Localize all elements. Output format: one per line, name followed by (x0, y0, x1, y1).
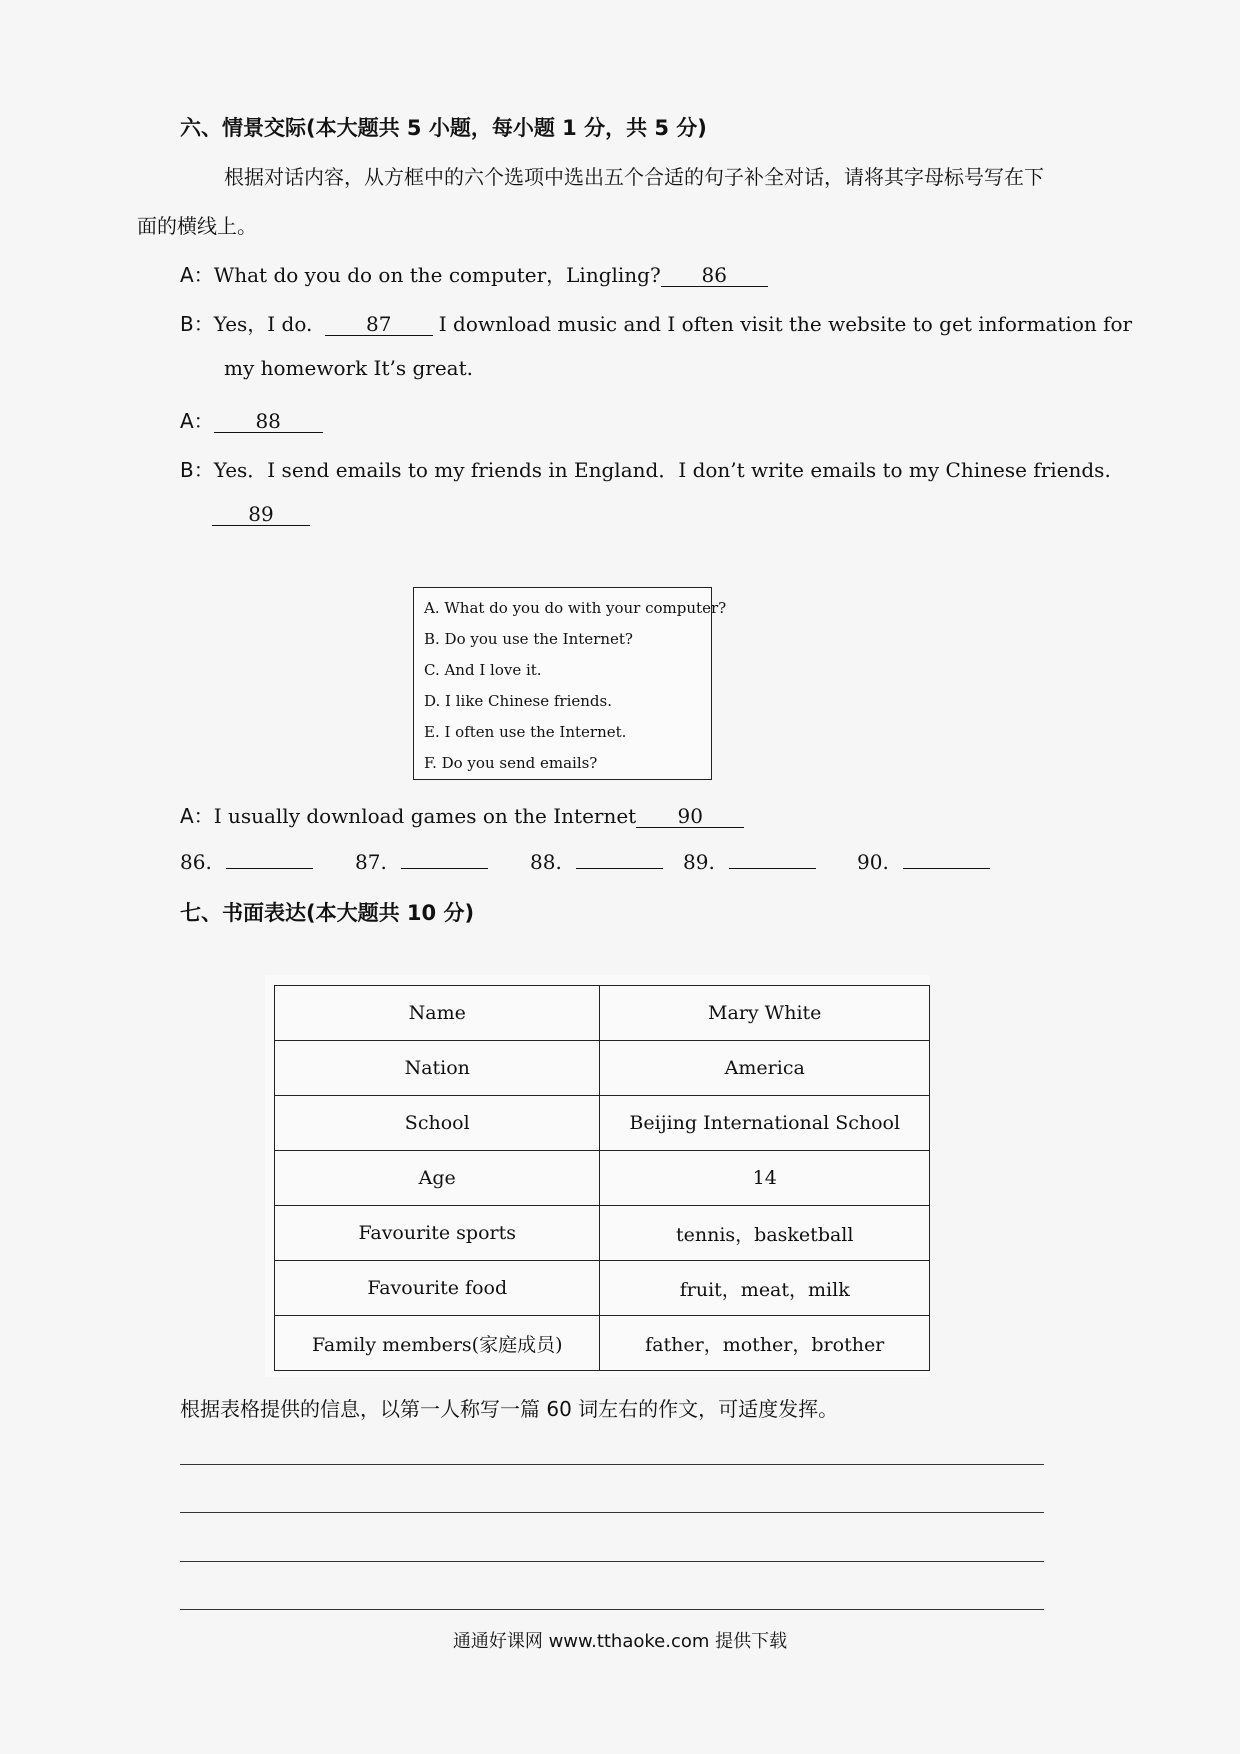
dialogue-line-3 (180, 405, 323, 434)
speaker-label: B： (180, 312, 214, 336)
table-cell-value: 14 (600, 1151, 930, 1206)
table-row (275, 1151, 930, 1206)
table-cell-value: tennis，basketball (600, 1206, 930, 1261)
speaker-label: B： (180, 458, 214, 482)
footer-watermark: 通通好课网 www.tthaoke.com 提供下载 (452, 1631, 788, 1652)
dialogue-line-1 (180, 259, 768, 288)
table-cell-label: Age (275, 1151, 600, 1206)
dialogue-line-2-continuation: my homework It’s great. (224, 356, 473, 380)
section-6-instruction-line1: 根据对话内容，从方框中的六个选项中选出五个合适的句子补全对话，请将其字母标号写在下 (224, 165, 1044, 189)
options-box (413, 587, 727, 780)
speaker-label: A： (180, 263, 214, 287)
answer-item-90 (857, 848, 990, 874)
table-row (275, 1041, 930, 1096)
writing-line-1[interactable] (180, 1464, 1044, 1465)
table-cell-label: Favourite sports (275, 1206, 600, 1261)
dialogue-line-2 (180, 308, 1132, 337)
answer-label: 89. (683, 850, 715, 874)
dialogue-text-post: I download music and I often visit the website to get information for (438, 312, 1133, 336)
dialogue-line-6 (180, 800, 744, 829)
answer-blank-89: 89 (212, 503, 310, 526)
table-cell-label: Favourite food (275, 1261, 600, 1316)
table-cell-value: Mary White (600, 986, 930, 1041)
option-b: B. Do you use the Internet? (424, 630, 633, 648)
dialogue-text: What do you do on the computer，Lingling? (213, 263, 661, 287)
answer-field-89[interactable] (729, 848, 816, 869)
table-cell-label: Nation (275, 1041, 600, 1096)
writing-line-3[interactable] (180, 1561, 1044, 1562)
dialogue-text: I usually download games on the Internet (213, 804, 637, 828)
option-f: F. Do you send emails? (424, 754, 598, 772)
table-cell-value: father，mother，brother (600, 1316, 930, 1371)
table-row (275, 1261, 930, 1316)
speaker-label: A： (180, 804, 214, 828)
writing-instruction: 根据表格提供的信息，以第一人称写一篇 60 词左右的作文，可适度发挥。 (180, 1397, 839, 1421)
table-cell-label: Name (275, 986, 600, 1041)
writing-line-4[interactable] (180, 1609, 1044, 1610)
answer-field-86[interactable] (226, 848, 313, 869)
section-7-heading: 七、书面表达(本大题共 10 分) (180, 901, 475, 925)
answer-field-88[interactable] (576, 848, 663, 869)
answer-blank-86: 86 (661, 264, 768, 287)
table-row (275, 1206, 930, 1261)
answer-blank-90: 90 (636, 805, 744, 828)
answer-label: 88. (530, 850, 562, 874)
table-row (275, 986, 930, 1041)
answer-item-87 (355, 848, 488, 874)
section-6-instruction-line2: 面的横线上。 (137, 214, 257, 238)
answer-field-90[interactable] (903, 848, 990, 869)
answer-item-86 (180, 848, 313, 874)
section-6-heading: 六、情景交际(本大题共 5 小题，每小题 1 分，共 5 分) (180, 116, 707, 140)
option-c: C. And I love it. (424, 661, 542, 679)
answer-label: 86. (180, 850, 212, 874)
answer-label: 87. (355, 850, 387, 874)
table-cell-label: School (275, 1096, 600, 1151)
table-cell-value: fruit，meat，milk (600, 1261, 930, 1316)
table-cell-value: America (600, 1041, 930, 1096)
table-cell-value: Beijing International School (600, 1096, 930, 1151)
answer-field-87[interactable] (401, 848, 488, 869)
answer-label: 90. (857, 850, 889, 874)
info-table-image (265, 975, 930, 1377)
table-cell-label: Family members(家庭成员) (275, 1316, 600, 1371)
option-e: E. I often use the Internet. (424, 723, 627, 741)
answer-item-89 (683, 848, 816, 874)
speaker-label: A： (180, 409, 214, 433)
answer-item-88 (530, 848, 663, 874)
dialogue-line-4 (180, 454, 1111, 483)
writing-line-2[interactable] (180, 1512, 1044, 1513)
option-d: D. I like Chinese friends. (424, 692, 612, 710)
option-a: A. What do you do with your computer? (424, 599, 727, 617)
dialogue-line-5 (212, 502, 310, 526)
dialogue-text: Yes．I send emails to my friends in England．I don’t write emails to my Chinese friends. (213, 458, 1111, 482)
dialogue-text-pre: Yes，I do. (213, 312, 313, 336)
answer-blank-88: 88 (214, 410, 323, 433)
table-row (275, 1096, 930, 1151)
info-table (274, 985, 930, 1371)
answer-blank-87: 87 (325, 313, 433, 336)
table-row (275, 1316, 930, 1371)
